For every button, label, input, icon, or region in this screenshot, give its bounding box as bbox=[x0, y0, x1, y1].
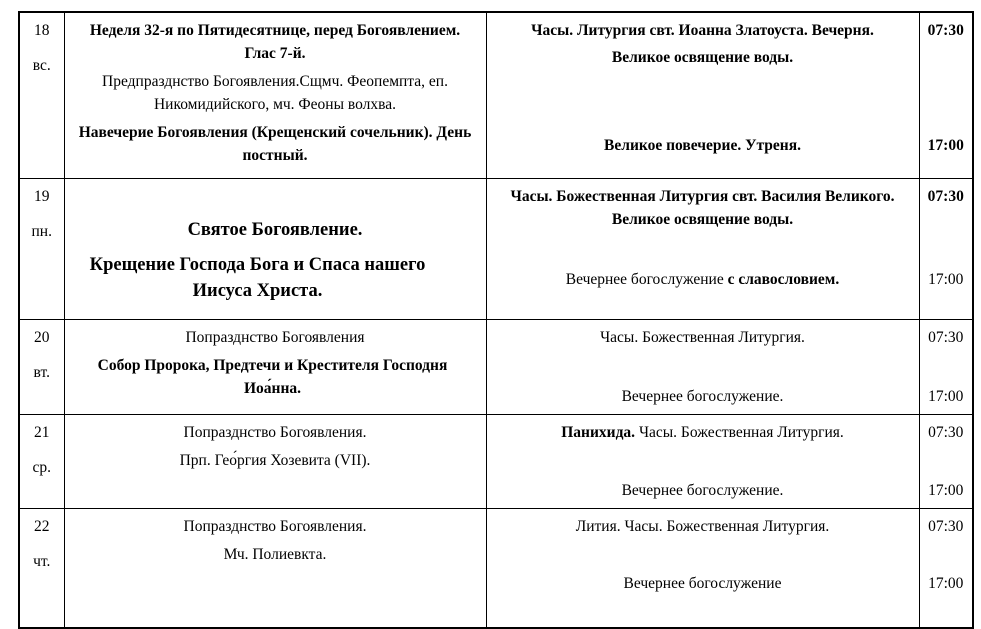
time-cell bbox=[919, 320, 973, 415]
services-cell bbox=[486, 415, 919, 509]
service-morning: Лития. Часы. Божественная Литургия. bbox=[575, 518, 830, 535]
time-morning: 07:30 bbox=[927, 188, 964, 205]
date-number: 22 bbox=[34, 518, 50, 535]
service-evening: Великое повечерие. Утреня. bbox=[604, 137, 801, 154]
time-cell bbox=[919, 179, 973, 320]
date-cell bbox=[19, 179, 64, 320]
feast-note: Навечерие Богоявления (Крещенский сочельник). День постный. bbox=[78, 124, 472, 164]
time-evening: 17:00 bbox=[928, 388, 964, 405]
great-feast-title: Святое Богоявление. Крещение Господа Бога и Спаса нашего Иисуса Христа. bbox=[89, 220, 426, 301]
table-row bbox=[19, 509, 973, 629]
service-morning: Часы. Литургия свт. Иоанна Златоуста. Вечерня. Великое освящение воды. bbox=[531, 22, 874, 66]
time-evening: 17:00 bbox=[928, 482, 964, 499]
feast-cell bbox=[64, 179, 486, 320]
time-evening: 17:00 bbox=[928, 575, 964, 592]
service-schedule-table bbox=[18, 11, 974, 629]
feast-commemorations: Мч. Полиевкта. bbox=[223, 546, 327, 563]
date-number: 19 bbox=[34, 188, 50, 205]
services-cell bbox=[486, 179, 919, 320]
day-abbreviation: вс. bbox=[32, 57, 51, 74]
date-cell bbox=[19, 415, 64, 509]
time-cell bbox=[919, 415, 973, 509]
table-row bbox=[19, 12, 973, 179]
service-evening: Вечернее богослужение. bbox=[621, 388, 784, 405]
time-cell bbox=[919, 509, 973, 629]
service-evening: Вечернее богослужение с славословием. bbox=[565, 271, 840, 288]
time-morning: 07:30 bbox=[928, 424, 964, 441]
time-evening: 17:00 bbox=[927, 137, 964, 154]
date-number: 21 bbox=[34, 424, 50, 441]
date-number: 20 bbox=[34, 329, 50, 346]
date-cell bbox=[19, 320, 64, 415]
feast-title: Неделя 32-я по Пятидесятнице, перед Богоявлением. Глас 7-й. bbox=[89, 22, 461, 62]
date-number: 18 bbox=[34, 22, 50, 39]
service-evening: Вечернее богослужение bbox=[623, 575, 782, 592]
feast-commemorations: Собор Пророка, Предтечи и Крестителя Господня Иоа́нна. bbox=[97, 357, 448, 397]
service-morning: Панихида. Часы. Божественная Литургия. bbox=[561, 424, 844, 441]
feast-cell bbox=[64, 320, 486, 415]
table-row bbox=[19, 320, 973, 415]
table-row bbox=[19, 179, 973, 320]
services-cell bbox=[486, 320, 919, 415]
time-morning: 07:30 bbox=[928, 518, 964, 535]
feast-commemorations: Предпразднство Богоявления.Сщмч. Феопемпта, еп. Никомидийского, мч. Феоны волхва. bbox=[102, 73, 448, 113]
feast-commemorations: Прп. Гео́ргия Хозевита (VII). bbox=[179, 452, 371, 469]
feast-cell bbox=[64, 12, 486, 179]
date-cell bbox=[19, 509, 64, 629]
date-cell bbox=[19, 12, 64, 179]
service-morning: Часы. Божественная Литургия. bbox=[600, 329, 805, 346]
feast-title: Попразднство Богоявления. bbox=[183, 518, 367, 535]
time-morning: 07:30 bbox=[928, 329, 964, 346]
day-abbreviation: чт. bbox=[33, 553, 51, 570]
day-abbreviation: ср. bbox=[32, 459, 51, 476]
day-abbreviation: вт. bbox=[33, 364, 50, 381]
feast-cell bbox=[64, 509, 486, 629]
table-row bbox=[19, 415, 973, 509]
service-morning: Часы. Божественная Литургия свт. Василия Великого. Великое освящение воды. bbox=[510, 188, 895, 228]
feast-title: Попразднство Богоявления bbox=[185, 329, 365, 346]
services-cell bbox=[486, 12, 919, 179]
time-cell bbox=[919, 12, 973, 179]
feast-cell bbox=[64, 415, 486, 509]
time-morning: 07:30 bbox=[927, 22, 964, 39]
services-cell bbox=[486, 509, 919, 629]
feast-title: Попразднство Богоявления. bbox=[183, 424, 367, 441]
time-evening: 17:00 bbox=[928, 271, 964, 288]
service-evening: Вечернее богослужение. bbox=[621, 482, 784, 499]
day-abbreviation: пн. bbox=[31, 223, 52, 240]
